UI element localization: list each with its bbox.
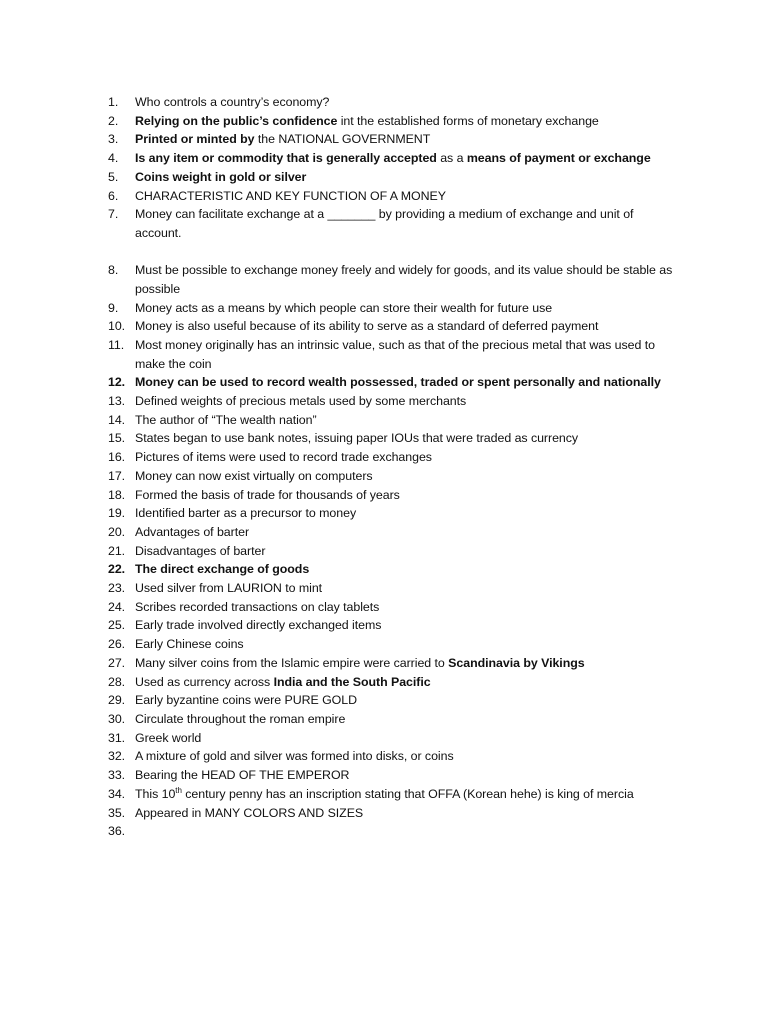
item-text <box>135 766 680 785</box>
item-number: 24. <box>108 599 126 614</box>
list-item <box>108 467 680 486</box>
item-text <box>135 149 680 168</box>
item-number: 10. <box>108 319 126 334</box>
plain-text: Appeared in MANY COLORS AND SIZES <box>135 805 364 820</box>
list-item <box>108 187 680 206</box>
plain-text: Most money originally has an intrinsic value, such as that of the precious metal that was used to make the coin <box>135 337 655 371</box>
list-item <box>108 336 680 373</box>
plain-text: Defined weights of precious metals used by some merchants <box>135 394 467 409</box>
bold-text: Money can be used to record wealth possessed, traded or spent personally and nationally <box>135 375 661 390</box>
item-text <box>135 673 680 692</box>
bold-text: means of payment or exchange <box>466 151 651 166</box>
plain-text: Who controls a country’s economy? <box>135 95 330 109</box>
plain-text: CHARACTERISTIC AND KEY FUNCTION OF A MONEY <box>135 188 446 203</box>
item-text <box>135 299 680 318</box>
item-text <box>135 392 680 411</box>
item-text <box>135 747 680 766</box>
item-text <box>135 486 680 505</box>
list-item <box>108 747 680 766</box>
list-item <box>108 504 680 523</box>
plain-text: Bearing the HEAD OF THE EMPEROR <box>135 768 350 783</box>
item-number: 18. <box>108 487 126 502</box>
item-number: 14. <box>108 412 126 427</box>
item-text <box>135 336 680 373</box>
list-item <box>108 93 680 112</box>
list-item <box>108 523 680 542</box>
plain-text: Money is also useful because of its ability to serve as a standard of deferred payment <box>135 319 599 334</box>
plain-text: Used silver from LAURION to mint <box>135 581 323 596</box>
list-item <box>108 411 680 430</box>
list-item <box>108 635 680 654</box>
bold-text: Scandinavia by Vikings <box>448 655 585 670</box>
item-text <box>135 261 680 298</box>
list-item <box>108 710 680 729</box>
plain-text: Identified barter as a precursor to money <box>135 506 357 521</box>
list-item <box>108 168 680 187</box>
bold-text: The direct exchange of goods <box>135 562 310 577</box>
item-number: 33. <box>108 768 126 783</box>
item-number: 15. <box>108 431 126 446</box>
item-text <box>135 411 680 430</box>
plain-text: This 10 <box>135 786 176 801</box>
item-text <box>135 130 680 149</box>
list-item <box>108 804 680 823</box>
plain-text: century penny has an inscription stating that OFFA (Korean hehe) is king of mercia <box>181 786 634 801</box>
item-text <box>135 523 680 542</box>
list-item <box>108 822 680 841</box>
item-number: 23. <box>108 581 126 596</box>
item-text <box>135 691 680 710</box>
item-number: 30. <box>108 712 126 726</box>
item-number: 19. <box>108 506 126 521</box>
plain-text: Formed the basis of trade for thousands of years <box>135 487 400 502</box>
plain-text: Pictures of items were used to record trade exchanges <box>135 450 432 465</box>
plain-text: Early Chinese coins <box>135 637 244 652</box>
item-number: 34. <box>108 786 126 801</box>
list-item <box>108 205 680 242</box>
item-number: 1. <box>108 95 119 109</box>
plain-text: Money can now exist virtually on computers <box>135 468 373 483</box>
list-item <box>108 373 680 392</box>
plain-text: as a <box>436 151 467 166</box>
item-text <box>135 317 680 336</box>
plain-text: Many silver coins from the Islamic empire were carried to <box>135 655 449 670</box>
plain-text: A mixture of gold and silver was formed into disks, or coins <box>135 749 454 764</box>
superscript-text: th <box>175 785 182 795</box>
item-number: 35. <box>108 805 126 820</box>
item-number: 29. <box>108 693 126 708</box>
list-item <box>108 691 680 710</box>
list-item <box>108 785 680 804</box>
list-item <box>108 149 680 168</box>
plain-text: Disadvantages of barter <box>135 543 266 558</box>
item-number: 25. <box>108 618 126 633</box>
item-text <box>135 635 680 654</box>
numbered-question-list <box>108 93 680 841</box>
bold-text: Printed or minted by <box>135 132 255 147</box>
plain-text: The author of “The wealth nation” <box>135 412 317 427</box>
list-item <box>108 112 680 131</box>
item-text <box>135 168 680 187</box>
item-number: 28. <box>108 674 126 689</box>
item-text <box>135 579 680 598</box>
item-text <box>135 598 680 617</box>
list-item <box>108 448 680 467</box>
bold-text: Coins weight in gold or silver <box>135 169 307 184</box>
item-number: 9. <box>108 300 119 315</box>
item-number: 6. <box>108 188 119 203</box>
plain-text: Greek world <box>135 730 202 745</box>
item-text <box>135 429 680 448</box>
plain-text: int the established forms of monetary exchange <box>337 113 599 128</box>
item-text <box>135 467 680 486</box>
item-number: 22. <box>108 562 126 577</box>
item-number: 2. <box>108 113 119 128</box>
item-number: 7. <box>108 207 119 222</box>
item-text <box>135 822 680 841</box>
list-item <box>108 654 680 673</box>
item-number: 21. <box>108 543 126 558</box>
plain-text: Advantages of barter <box>135 524 250 539</box>
item-text <box>135 187 680 206</box>
plain-text: Must be possible to exchange money freely and widely for goods, and its value should be stable as possible <box>135 263 673 296</box>
plain-text: the NATIONAL GOVERNMENT <box>254 132 431 147</box>
item-number: 27. <box>108 655 126 670</box>
item-text <box>135 616 680 635</box>
list-item <box>108 616 680 635</box>
plain-text: Early byzantine coins were PURE GOLD <box>135 693 358 708</box>
list-item <box>108 317 680 336</box>
item-number: 13. <box>108 394 126 409</box>
plain-text: Early trade involved directly exchanged items <box>135 618 382 633</box>
plain-text: States began to use bank notes, issuing paper IOUs that were traded as currency <box>135 431 579 446</box>
item-number: 12. <box>108 375 126 390</box>
plain-text: Money acts as a means by which people can store their wealth for future use <box>135 300 553 315</box>
plain-text: Money can facilitate exchange at a _______ by providing a medium of exchange and unit of account. <box>135 207 634 240</box>
plain-text: Used as currency across <box>135 674 274 689</box>
list-item <box>108 542 680 561</box>
item-number: 8. <box>108 263 119 278</box>
bold-text: Relying on the public’s confidence <box>135 113 338 128</box>
item-number: 32. <box>108 749 126 764</box>
list-item <box>108 429 680 448</box>
item-number: 17. <box>108 468 126 483</box>
list-item <box>108 579 680 598</box>
item-text <box>135 804 680 823</box>
item-number: 11. <box>108 337 125 352</box>
item-number: 4. <box>108 151 119 166</box>
list-item <box>108 130 680 149</box>
list-item <box>108 766 680 785</box>
item-text <box>135 729 680 748</box>
list-item <box>108 598 680 617</box>
bold-text: Is any item or commodity that is generally accepted <box>135 151 437 166</box>
list-item <box>108 673 680 692</box>
item-text <box>135 448 680 467</box>
bold-text: India and the South Pacific <box>273 674 431 689</box>
item-text <box>135 710 680 729</box>
item-number: 16. <box>108 450 126 465</box>
item-text <box>135 785 680 804</box>
item-text <box>135 560 680 579</box>
list-item <box>108 392 680 411</box>
item-text <box>135 373 680 392</box>
item-number: 3. <box>108 132 119 147</box>
item-text <box>135 93 680 112</box>
item-number: 36. <box>108 824 126 839</box>
item-text <box>135 654 680 673</box>
list-item <box>108 261 680 298</box>
list-item <box>108 299 680 318</box>
list-item <box>108 486 680 505</box>
item-number: 20. <box>108 524 126 539</box>
list-item <box>108 560 680 579</box>
list-item <box>108 729 680 748</box>
item-text <box>135 205 680 242</box>
item-number: 5. <box>108 169 119 184</box>
item-text <box>135 542 680 561</box>
item-number: 26. <box>108 637 126 652</box>
item-text <box>135 112 680 131</box>
plain-text: Scribes recorded transactions on clay tablets <box>135 599 380 614</box>
plain-text: Circulate throughout the roman empire <box>135 712 346 726</box>
item-number: 31. <box>108 730 126 745</box>
item-text <box>135 504 680 523</box>
